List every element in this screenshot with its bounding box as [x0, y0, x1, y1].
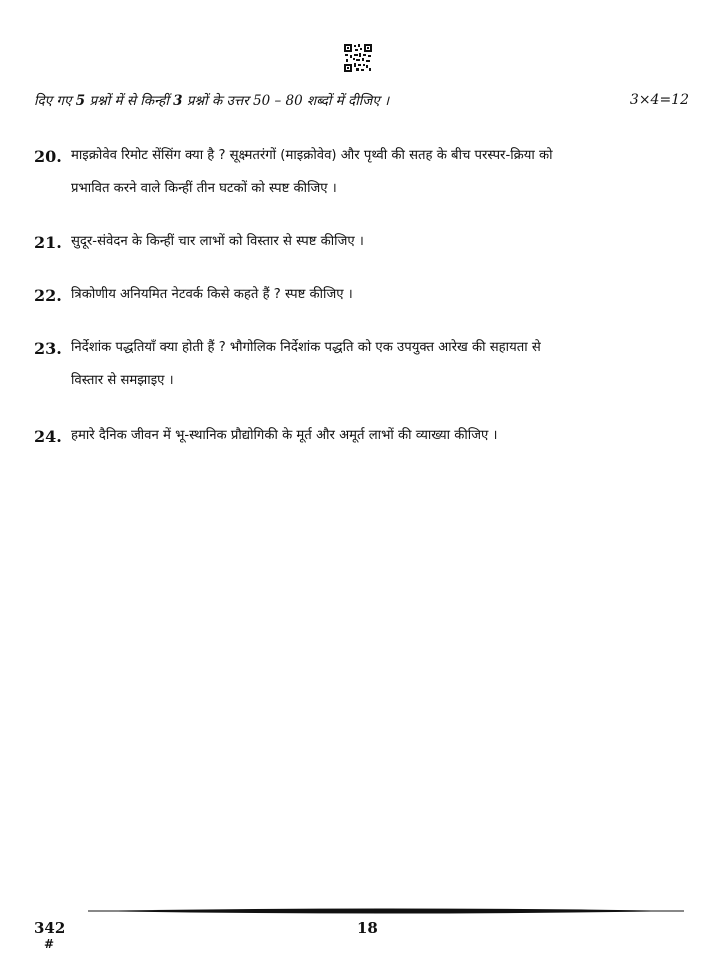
- instruction-count-total: 5: [75, 93, 86, 109]
- question-line: निर्देशांक पद्धतियाँ क्या होती हैं ? भौगोलिक निर्देशांक पद्धति को एक उपयुक्त आरेख की सहायता से: [71, 340, 541, 355]
- question-text: [71, 419, 674, 452]
- question-line: विस्तार से समझाइए ।: [71, 373, 174, 388]
- question-number: 23.: [34, 339, 62, 358]
- question-number: 20.: [34, 147, 62, 166]
- section-marks: 3×4=12: [629, 92, 689, 108]
- instruction-count-attempt: 3: [173, 93, 183, 109]
- page-number: 18: [357, 919, 378, 937]
- question-line: प्रभावित करने वाले किन्हीं तीन घटकों को स्पष्ट कीजिए ।: [71, 181, 337, 196]
- question-text: [71, 139, 674, 205]
- instruction-prefix: दिए गए: [34, 93, 76, 109]
- instruction-suffix: प्रश्नों के उत्तर 50 – 80 शब्दों में दीजिए ।: [182, 93, 390, 109]
- question-text: [71, 225, 674, 258]
- paper-code: 342: [34, 919, 66, 937]
- question-23: [34, 339, 674, 397]
- question-text: [71, 278, 674, 311]
- question-line: माइक्रोवेव रिमोट सेंसिंग क्या है ? सूक्ष्मतरंगों (माइक्रोवेव) और पृथ्वी की सतह के बीच परस्पर-क्रिया को: [71, 148, 553, 163]
- instruction-mid: प्रश्नों में से किन्हीं: [85, 93, 174, 109]
- question-line: सुदूर-संवेदन के किन्हीं चार लाभों को विस्तार से स्पष्ट कीजिए ।: [71, 234, 364, 249]
- hash-mark: #: [44, 937, 55, 951]
- question-line: त्रिकोणीय अनियमित नेटवर्क किसे कहते हैं ? स्पष्ट कीजिए ।: [71, 287, 353, 302]
- qr-code-icon: [344, 44, 372, 72]
- question-24: [34, 427, 674, 452]
- question-number: 22.: [34, 286, 62, 305]
- question-21: [34, 233, 674, 258]
- question-22: [34, 286, 674, 311]
- question-20: [34, 147, 674, 205]
- question-line: हमारे दैनिक जीवन में भू-स्थानिक प्रौद्योगिकी के मूर्त और अमूर्त लाभों की व्याख्या कीजिए ।: [71, 428, 498, 443]
- question-number: 24.: [34, 427, 62, 446]
- question-text: [71, 331, 674, 397]
- footer-divider: [88, 907, 684, 915]
- question-number: 21.: [34, 233, 62, 252]
- section-instruction: [34, 91, 389, 109]
